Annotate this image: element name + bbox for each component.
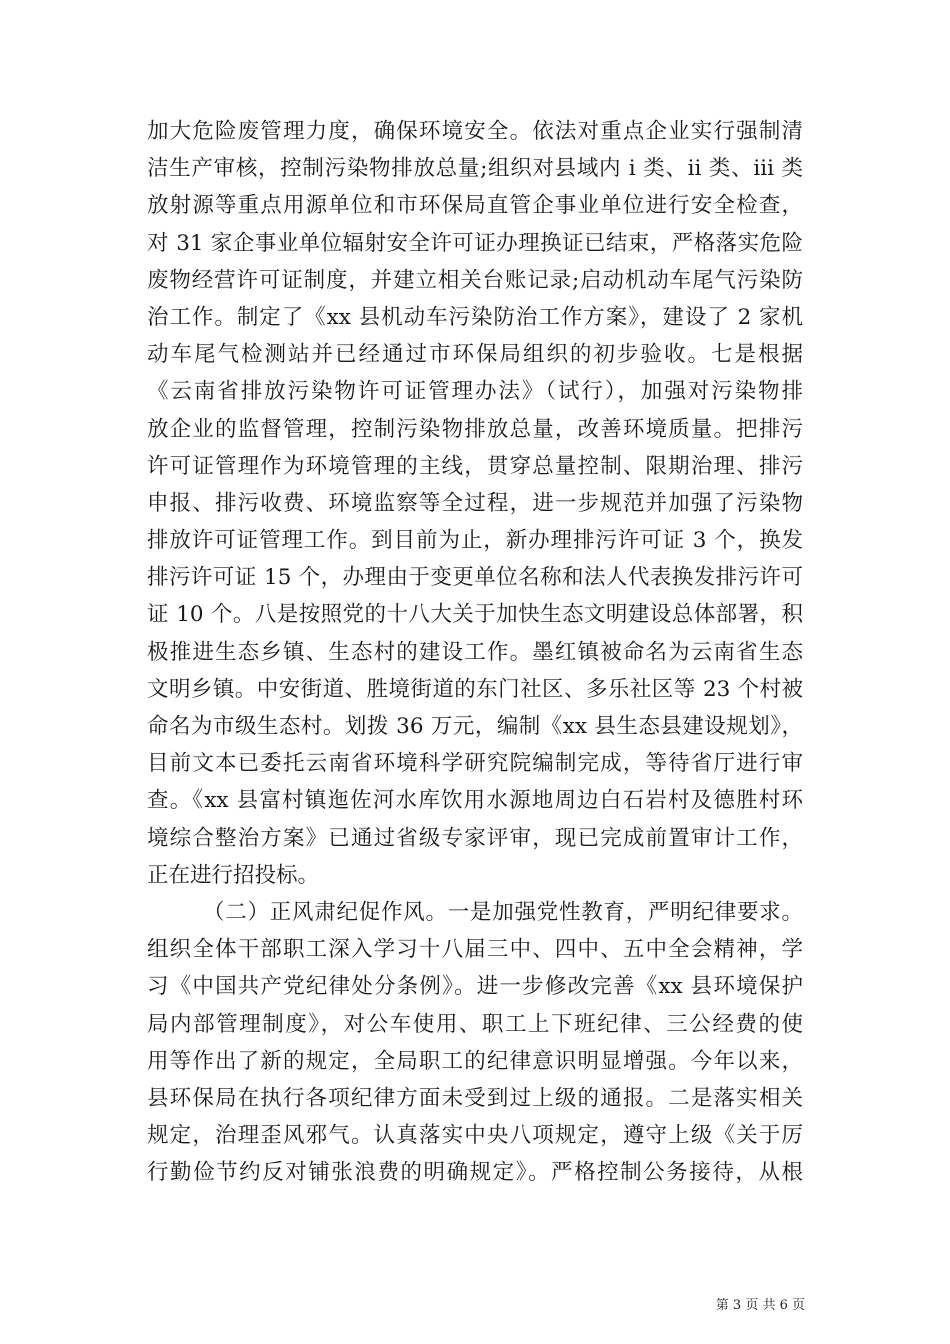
text-line: 局内部管理制度》，对公车使用、职工上下班纪律、三公经费的使 [147,1011,803,1037]
text-line: 申报、排污收费、环境监察等全过程，进一步规范并加强了污染物 [147,490,803,516]
text-line: 排放许可证管理工作。到目前为止，新办理排污许可证 3 个，换发 [147,528,803,554]
text-line: 治工作。制定了《xx 县机动车污染防治工作方案》，建设了 2 家机 [147,304,803,330]
paragraph-end-line: 正在进行招投标。 [147,862,320,888]
text-line: 对 31 家企事业单位辐射安全许可证办理换证已结束，严格落实危险 [147,230,803,256]
text-line: 极推进生态乡镇、生态村的建设工作。墨红镇被命名为云南省生态 [147,639,803,665]
document-body [147,113,803,1191]
section-heading-line: （二）正风肃纪促作风。一是加强党性教育，严明纪律要求。 [203,899,803,925]
text-line: 查。《xx 县富村镇迤佐河水库饮用水源地周边白石岩村及德胜村环 [147,788,803,814]
text-line: 规定，治理歪风邪气。认真落实中央八项规定，遵守上级《关于厉 [147,1123,803,1149]
text-line: 许可证管理作为环境管理的主线，贯穿总量控制、限期治理、排污 [147,453,803,479]
text-line: 证 10 个。八是按照党的十八大关于加快生态文明建设总体部署，积 [147,602,803,628]
text-line: 《云南省排放污染物许可证管理办法》（试行），加强对污染物排 [147,379,803,405]
text-line: 目前文本已委托云南省环境科学研究院编制完成，等待省厅进行审 [147,751,803,777]
text-line: 加大危险废管理力度，确保环境安全。依法对重点企业实行强制清 [147,119,803,144]
text-line: 废物经营许可证制度，并建立相关台账记录;启动机动车尾气污染防 [147,267,803,293]
text-line: 排污许可证 15 个，办理由于变更单位名称和法人代表换发排污许可 [147,565,803,591]
text-line: 洁生产审核，控制污染物排放总量;组织对县域内 i 类、ii 类、iii 类 [147,156,803,182]
text-line: 放企业的监督管理，控制污染物排放总量，改善环境质量。把排污 [147,416,803,442]
text-line: 组织全体干部职工深入学习十八届三中、四中、五中全会精神，学 [147,937,803,963]
text-line: 境综合整治方案》已通过省级专家评审，现已完成前置审计工作， [147,825,803,851]
text-line: 县环保局在执行各项纪律方面未受到过上级的通报。二是落实相关 [147,1085,803,1111]
page-number-footer: 第 3 页 共 6 页 [715,1298,805,1313]
text-line: 放射源等重点用源单位和市环保局直管企事业单位进行安全检查， [147,193,803,219]
text-line: 命名为市级生态村。划拨 36 万元，编制《xx 县生态县建设规划》， [147,714,803,739]
text-line: 文明乡镇。中安街道、胜境街道的东门社区、多乐社区等 23 个村被 [147,676,803,702]
text-line: 行勤俭节约反对铺张浪费的明确规定》。严格控制公务接待，从根 [147,1160,803,1186]
text-line: 动车尾气检测站并已经通过市环保局组织的初步验收。七是根据 [147,342,803,368]
text-line: 习《中国共产党纪律处分条例》。进一步修改完善《xx 县环境保护 [147,974,803,1000]
text-line: 用等作出了新的规定，全局职工的纪律意识明显增强。今年以来， [147,1048,803,1074]
